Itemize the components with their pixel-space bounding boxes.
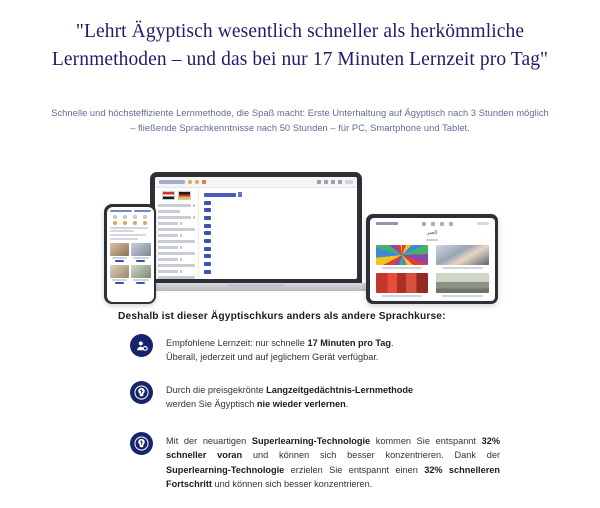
star-icon	[133, 221, 137, 225]
tablet-screen	[370, 218, 495, 301]
benefit-1-post: .	[391, 338, 394, 348]
phone-toolbar	[110, 215, 151, 219]
benefit-3-bold-2: 32% schneller voran	[166, 436, 500, 461]
sidebar-item	[158, 204, 195, 207]
phone-text-line	[110, 234, 147, 236]
benefit-text	[166, 334, 394, 365]
play-audio-icon[interactable]	[136, 260, 145, 262]
flag-egypt-icon	[162, 191, 175, 200]
thumbnail-caption	[112, 257, 127, 259]
grid-item[interactable]	[110, 243, 129, 263]
profile-icon	[143, 215, 147, 219]
benefit-item	[130, 432, 500, 492]
app-logo-icon	[159, 180, 185, 184]
benefit-2-mid: werden Sie Ägyptisch	[166, 399, 257, 410]
vocabulary-row	[204, 215, 352, 220]
benefit-item	[130, 381, 500, 412]
phone-toolbar-secondary	[110, 221, 151, 225]
device-mockup-group	[104, 168, 498, 306]
sidebar-item	[158, 246, 195, 249]
benefit-2-bold: Langzeitgedächtnis-Lernmethode	[266, 385, 414, 395]
play-audio-icon[interactable]	[204, 262, 211, 266]
play-audio-icon[interactable]	[204, 224, 211, 228]
vocabulary-row	[204, 254, 352, 259]
thumbnail-caption	[442, 267, 483, 269]
play-audio-icon[interactable]	[204, 216, 211, 220]
sidebar-item	[158, 258, 195, 261]
vocabulary-row	[204, 269, 352, 274]
vocabulary-row	[204, 200, 352, 205]
app-logo-icon	[376, 222, 398, 225]
grid-item[interactable]	[131, 243, 150, 263]
benefit-2-pre: Durch die preisgekrönte	[166, 385, 267, 395]
benefit-3-bold-3: Superlearning-Technologie	[166, 464, 285, 475]
benefit-3-bold-4: 32% schnelleren Fortschritt	[166, 464, 500, 490]
vocabulary-row	[204, 262, 352, 267]
benefit-1-bold: 17 Minuten pro Tag	[307, 338, 392, 348]
trophy-icon	[331, 180, 335, 184]
thumbnail-image	[131, 243, 150, 256]
profile-icon	[449, 222, 453, 226]
sidebar-item	[158, 210, 195, 213]
grid-item[interactable]	[376, 273, 429, 297]
language-flags	[158, 191, 195, 200]
trophy-icon	[440, 222, 444, 226]
grid-item[interactable]	[131, 265, 150, 285]
thumbnail-image	[436, 245, 489, 265]
thumbnail-image	[436, 273, 489, 293]
laptop-notch	[228, 284, 284, 288]
laptop-lesson-list	[199, 188, 357, 279]
thumbnail-caption	[133, 279, 148, 281]
play-audio-icon[interactable]	[204, 231, 211, 235]
sidebar-item	[158, 216, 195, 219]
play-audio-icon[interactable]	[204, 270, 211, 274]
laptop-screen	[155, 177, 357, 279]
benefit-3-bold: Superlearning-Technologie	[251, 436, 371, 446]
star-icon	[123, 221, 127, 225]
phone-text-line	[110, 230, 135, 232]
play-audio-icon[interactable]	[115, 260, 124, 262]
play-audio-icon[interactable]	[136, 282, 145, 284]
phone-header	[110, 210, 151, 212]
brain-icon	[130, 381, 153, 404]
sidebar-item	[158, 222, 195, 225]
laptop-sidebar	[155, 188, 199, 279]
subheadline-line-1: Schnelle und höchsteffiziente Lernmethode, die Spaß macht: Erste Unterhaltung auf Ägyptisch nach 3 Stunden möglich	[51, 108, 549, 118]
benefit-1-pre: Empfohlene Lernzeit: nur schnelle	[166, 338, 308, 348]
sidebar-item	[158, 240, 195, 243]
star-icon	[188, 180, 192, 184]
flag-germany-icon	[178, 191, 191, 200]
grid-item[interactable]	[436, 245, 489, 269]
menu-icon	[345, 180, 353, 184]
thumbnail-image	[376, 245, 429, 265]
phone-screen	[107, 207, 154, 302]
thumbnail-image	[110, 265, 129, 278]
benefits-heading: Deshalb ist dieser Ägyptischkurs anders als andere Sprachkurse:	[118, 311, 446, 322]
phone-title-bar	[110, 210, 133, 212]
play-audio-icon[interactable]	[204, 247, 211, 251]
star-icon	[113, 221, 117, 225]
thumbnail-caption	[442, 295, 483, 297]
phone-text-line	[110, 238, 139, 240]
benefit-text	[166, 432, 500, 492]
play-audio-icon[interactable]	[204, 239, 211, 243]
home-icon	[422, 222, 426, 226]
phone-image-grid	[110, 243, 151, 285]
benefit-1-line2: Überall, jederzeit und auf jeglichem Gerät verfügbar.	[166, 352, 379, 363]
tablet-mockup	[366, 214, 498, 304]
grid-item[interactable]	[110, 265, 129, 285]
chart-icon	[133, 215, 137, 219]
headline-line-2: Lernmethoden – und das bei nur 17 Minuten Lernzeit pro Tag"	[51, 49, 549, 70]
sidebar-item	[158, 234, 195, 237]
tablet-icon-group	[422, 222, 453, 226]
page-subtitle	[38, 106, 562, 136]
smartphone-mockup	[104, 204, 156, 304]
toolbar-icon-group	[317, 180, 353, 184]
thumbnail-image	[110, 243, 129, 256]
thumbnail-caption	[382, 267, 423, 269]
vocabulary-row	[204, 231, 352, 236]
home-icon	[317, 180, 321, 184]
grid-item[interactable]	[376, 245, 429, 269]
thumbnail-image	[131, 265, 150, 278]
star-icon	[143, 221, 147, 225]
benefit-2-post: .	[345, 399, 349, 410]
tablet-subtitle	[426, 239, 438, 241]
benefit-2-bold-2: nie wieder verlernen	[256, 399, 346, 410]
vocabulary-row	[204, 208, 352, 213]
laptop-mockup	[150, 172, 362, 296]
laptop-content	[155, 188, 357, 279]
sidebar-item	[158, 252, 195, 255]
benefit-3-mid-3: erzielen Sie entspannt einen	[284, 464, 425, 475]
tablet-arabic-title: الحبر	[426, 229, 438, 236]
play-audio-icon[interactable]	[204, 254, 211, 258]
benefit-text	[166, 381, 426, 412]
vocabulary-row	[204, 238, 352, 243]
subheadline-line-2: – fließende Sprachkenntnisse nach 50 Stunden – für PC, Smartphone und Tablet.	[130, 123, 470, 133]
tablet-image-grid	[376, 245, 489, 297]
thumbnail-image	[376, 273, 429, 293]
sidebar-item	[158, 270, 195, 273]
play-audio-icon[interactable]	[204, 201, 211, 205]
sidebar-item	[158, 276, 195, 279]
benefit-3-mid: kommen Sie entspannt	[370, 436, 482, 446]
sidebar-item	[158, 264, 195, 267]
brain-icon	[130, 432, 153, 455]
phone-title-bar	[134, 210, 150, 212]
book-icon	[123, 215, 127, 219]
headline-line-1: "Lehrt Ägyptisch wesentlich schneller als herkömmliche	[75, 21, 525, 42]
page-title	[40, 18, 560, 74]
home-icon	[113, 215, 117, 219]
benefit-3-post: und können sich besser konzentrieren.	[211, 479, 373, 490]
play-audio-icon[interactable]	[115, 282, 124, 284]
benefit-item	[130, 334, 500, 365]
laptop-browser-toolbar	[155, 177, 357, 188]
user-clock-icon	[130, 334, 153, 357]
vocabulary-row	[204, 246, 352, 251]
sidebar-item	[158, 228, 195, 231]
thumbnail-caption	[382, 295, 423, 297]
book-icon	[431, 222, 435, 226]
tablet-toolbar	[376, 222, 489, 226]
menu-icon	[477, 222, 489, 225]
play-audio-icon[interactable]	[204, 208, 211, 212]
thumbnail-caption	[112, 279, 127, 281]
phone-text-line	[110, 227, 149, 229]
chart-icon	[324, 180, 328, 184]
star-icon	[195, 180, 199, 184]
grid-item[interactable]	[436, 273, 489, 297]
bookmark-icon	[202, 180, 206, 184]
vocabulary-row	[204, 223, 352, 228]
benefit-3-pre: Mit der neuartigen	[166, 436, 252, 446]
thumbnail-caption	[133, 257, 148, 259]
laptop-lid	[150, 172, 362, 284]
lesson-title	[204, 192, 352, 197]
profile-icon	[338, 180, 342, 184]
benefit-3-mid-2: und können sich besser konzentrieren. Dank der	[242, 450, 500, 461]
